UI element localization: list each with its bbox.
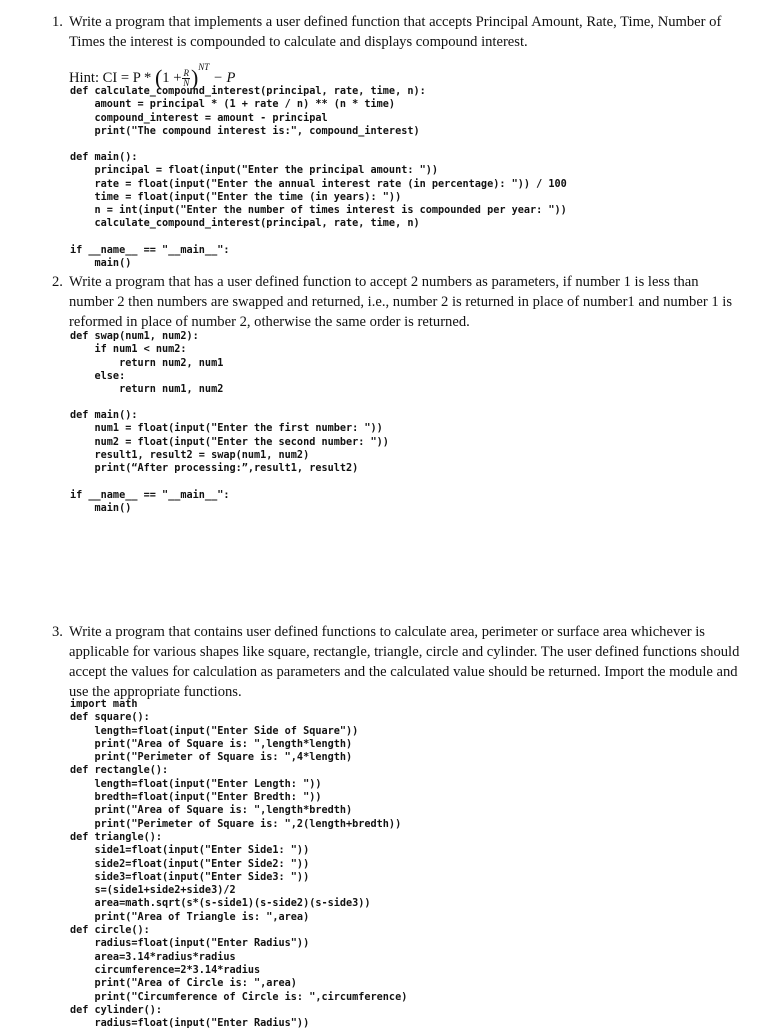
hint-formula: [69, 57, 235, 88]
question-number: 1.: [52, 14, 63, 30]
fraction-denominator: N: [183, 78, 190, 89]
question-text: Write a program that implements a user defined function that accepts Principal Amount, Rate, Time, Number of Times the interest is compounded to calculate and displays compound interest.: [69, 14, 722, 50]
hint-label: Hint: CI = P *: [69, 70, 155, 86]
code-block-q3-shapes: import math def square(): length=float(input("Enter Side of Square")) print("Area of Square is: ",length*length) print("Perimeter of Square is: ",4*length) def rectangle(): length=float(input("Enter Length: ")) bredth=float(input("Enter Bredth: ")) print("Area of Square is: ",length*bredth) print("Perimeter of Square is: ",2(length+bredth)) def triangle(): side1=float(input("Enter Side1: ")) side2=float(input("Enter Side2: ")) side3=float(input("Enter Side3: ")) s=(side1+side2+side3)/2 area=math.sqrt(s*(s-side1)(s-side2)(s-side3)) print("Area of Triangle is: ",area) def circle(): radius=float(input("Enter Radius")) area=3.14*radius*radius circumference=2*3.14*radius print("Area of Circle is: ",area) print("Circumference of Circle is: ",circumference) def cylinder(): radius=float(input("Enter Radius")): [70, 699, 408, 1030]
question-2: [52, 272, 742, 332]
question-3: [52, 622, 742, 702]
hint-one-plus: 1 +: [162, 70, 182, 86]
question-text: Write a program that contains user defined functions to calculate area, perimeter or surface area whichever is applicable for various shapes like square, rectangle, triangle, circle and cylinder. The user defined functions should accept the values for calculation as parameters and the calculated value should be returned. Import the module and use the appropriate functions.: [69, 624, 740, 700]
fraction-numerator: R: [183, 68, 189, 79]
question-text: Write a program that has a user defined function to accept 2 numbers as parameters, if number 1 is less than number 2 then numbers are swapped and returned, i.e., number 2 is returned in place of number1 and number 1 is reformed in place of number 2, otherwise the same order is returned.: [69, 274, 733, 330]
open-paren: (: [154, 65, 163, 90]
close-paren: ): [190, 65, 199, 90]
hint-exponent: NT: [198, 62, 210, 72]
code-block-q2-swap: def swap(num1, num2): if num1 < num2: return num2, num1 else: return num1, num2: [70, 331, 224, 396]
code-block-q1-main: def main(): principal = float(input("Enter the principal amount: ")) rate = float(input("Enter the annual interest rate (in percentage): ")) / 100 time = float(input("Enter the time (in years): ")) n = int(input("Enter the number of times interest is compounded per year: ")) calculate_compound_interest(principal, rate, time, n): [70, 152, 567, 230]
question-1: [52, 12, 742, 52]
question-number: 2.: [52, 274, 63, 290]
question-number: 3.: [52, 624, 63, 640]
code-block-q1-entry: if __name__ == "__main__": main(): [70, 245, 230, 270]
code-block-q2-main: def main(): num1 = float(input("Enter the first number: ")) num2 = float(input("Enter the second number: ")) result1, result2 = swap(num1, num2) print(“After processing:”,result1, result2): [70, 410, 389, 475]
code-block-q1-function: def calculate_compound_interest(principal, rate, time, n): amount = principal * (1 + rate / n) ** (n * time) compound_interest = amount - principal print("The compound interest is:", compound_interest): [70, 86, 426, 137]
hint-tail: − P: [209, 70, 236, 86]
code-block-q2-entry: if __name__ == "__main__": main(): [70, 490, 230, 515]
